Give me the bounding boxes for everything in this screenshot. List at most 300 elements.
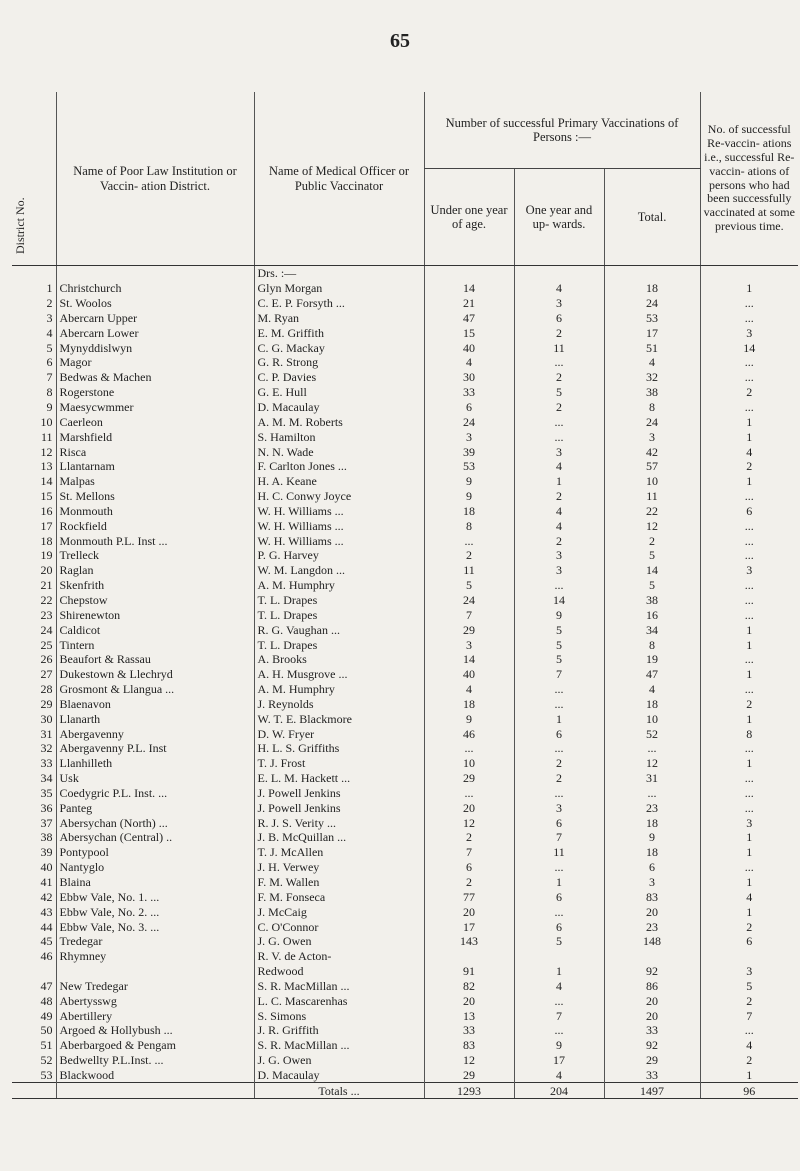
revaccination-count: ...: [700, 578, 798, 593]
under-one-count: [424, 949, 514, 964]
district-no: 5: [46, 340, 53, 355]
revaccination-count: ...: [700, 771, 798, 786]
table-body: [12, 266, 798, 1083]
table-row: [12, 1053, 798, 1068]
institution-name: Abercarn Lower: [56, 325, 254, 340]
one-year-upwards-count: ...: [514, 741, 604, 756]
institution-name: Nantyglo: [56, 860, 254, 875]
one-year-upwards-count: 9: [514, 1038, 604, 1053]
total-count: 24: [604, 296, 700, 311]
medical-officer: D. W. Fryer: [254, 726, 424, 741]
under-one-count: 91: [424, 964, 514, 979]
district-no: 44: [40, 919, 53, 934]
table-row: [12, 800, 798, 815]
medical-officer: R. G. Vaughan ...: [254, 622, 424, 637]
medical-officer: J. B. McQuillan ...: [254, 830, 424, 845]
table-row: [12, 815, 798, 830]
revaccination-count: ...: [700, 741, 798, 756]
one-year-upwards-count: 2: [514, 533, 604, 548]
medical-officer: D. Macaulay: [254, 1068, 424, 1083]
one-year-upwards-count: 3: [514, 296, 604, 311]
institution-name: Abergavenny P.L. Inst: [56, 741, 254, 756]
vaccination-table: [12, 92, 798, 1099]
medical-officer: H. L. S. Griffiths: [254, 741, 424, 756]
district-no: 24: [40, 622, 53, 637]
revaccination-count: 3: [700, 964, 798, 979]
one-year-upwards-count: 2: [514, 370, 604, 385]
revaccination-count: ...: [700, 593, 798, 608]
total-count: 17: [604, 325, 700, 340]
one-year-upwards-count: 4: [514, 459, 604, 474]
totals-under-one: 1293: [424, 1083, 514, 1099]
table-row: [12, 593, 798, 608]
revaccination-count: 3: [700, 815, 798, 830]
table-row: [12, 711, 798, 726]
medical-officer: T. L. Drapes: [254, 637, 424, 652]
medical-officer: A. Brooks: [254, 652, 424, 667]
institution-name: Ebbw Vale, No. 3. ...: [56, 919, 254, 934]
institution-name: St. Mellons: [56, 489, 254, 504]
institution-name: Abersychan (Central) ..: [56, 830, 254, 845]
district-no: 3: [46, 310, 53, 325]
revaccination-count: 2: [700, 459, 798, 474]
district-no: 14: [40, 474, 53, 489]
one-year-upwards-count: 2: [514, 325, 604, 340]
table-row: [12, 325, 798, 340]
total-count: 47: [604, 667, 700, 682]
under-one-count: 4: [424, 355, 514, 370]
under-one-count: 83: [424, 1038, 514, 1053]
institution-name: Malpas: [56, 474, 254, 489]
under-one-count: ...: [424, 786, 514, 801]
institution-name: Raglan: [56, 563, 254, 578]
institution-name: Bedwellty P.L.Inst. ...: [56, 1053, 254, 1068]
one-year-upwards-count: ...: [514, 1023, 604, 1038]
total-count: 5: [604, 578, 700, 593]
one-year-upwards-count: 4: [514, 1068, 604, 1083]
table-row: [12, 1038, 798, 1053]
under-one-count: 12: [424, 1053, 514, 1068]
table-row: [12, 518, 798, 533]
revaccination-count: 1: [700, 845, 798, 860]
table-row: [12, 474, 798, 489]
one-year-upwards-count: 6: [514, 726, 604, 741]
medical-officer: R. J. S. Verity ...: [254, 815, 424, 830]
one-year-upwards-count: 11: [514, 340, 604, 355]
one-year-upwards-count: 4: [514, 979, 604, 994]
under-one-count: 2: [424, 830, 514, 845]
total-count: 10: [604, 711, 700, 726]
under-one-count: 29: [424, 622, 514, 637]
revaccination-count: ...: [700, 652, 798, 667]
district-no: 8: [46, 385, 53, 400]
table-row: [12, 875, 798, 890]
revaccination-count: 1: [700, 637, 798, 652]
district-no: [12, 964, 56, 979]
one-year-upwards-count: 2: [514, 400, 604, 415]
institution-name: Magor: [56, 355, 254, 370]
district-no: 37: [40, 815, 53, 830]
revaccination-count: ...: [700, 296, 798, 311]
medical-officer: D. Macaulay: [254, 400, 424, 415]
one-year-upwards-count: 2: [514, 756, 604, 771]
total-count: 53: [604, 311, 700, 326]
institution-name: Grosmont & Llangua ...: [56, 682, 254, 697]
one-year-upwards-count: 3: [514, 800, 604, 815]
district-no: 51: [40, 1038, 53, 1053]
district-no: 52: [40, 1053, 53, 1068]
total-count: 20: [604, 993, 700, 1008]
institution-name: Pontypool: [56, 845, 254, 860]
total-count: 86: [604, 979, 700, 994]
institution-name: Blaenavon: [56, 696, 254, 711]
table-row: [12, 340, 798, 355]
medical-officer: M. Ryan: [254, 311, 424, 326]
under-one-count: 39: [424, 444, 514, 459]
institution-name: Christchurch: [56, 281, 254, 296]
medical-officer: C. P. Davies: [254, 370, 424, 385]
table-row: [12, 904, 798, 919]
medical-officer: S. Hamilton: [254, 429, 424, 444]
under-one-count: ...: [424, 533, 514, 548]
institution-name: Monmouth: [56, 504, 254, 519]
district-no: 7: [46, 370, 53, 385]
page-number: 65: [390, 30, 410, 52]
under-one-count: 18: [424, 504, 514, 519]
revaccination-count: 4: [700, 1038, 798, 1053]
under-one-header: Under one year of age.: [424, 169, 514, 266]
medical-officer: S. R. MacMillan ...: [254, 1038, 424, 1053]
total-count: 33: [604, 1068, 700, 1083]
revaccination-count: 4: [700, 889, 798, 904]
total-count: 16: [604, 607, 700, 622]
revaccinations-header: No. of successful Re-vaccin- ations i.e., successful Re-vaccin- ations of persons who had been successfully vaccinated at some previous time.: [700, 92, 798, 266]
district-no: 19: [40, 548, 53, 563]
table-row: [12, 786, 798, 801]
institution-name: Panteg: [56, 800, 254, 815]
revaccination-count: 1: [700, 281, 798, 296]
district-no: 53: [40, 1067, 53, 1082]
medical-officer: A. H. Musgrove ...: [254, 667, 424, 682]
under-one-count: 3: [424, 637, 514, 652]
medical-officer: W. H. Williams ...: [254, 518, 424, 533]
total-count: 20: [604, 1008, 700, 1023]
table-row: [12, 741, 798, 756]
under-one-count: 30: [424, 370, 514, 385]
one-year-upwards-count: 1: [514, 711, 604, 726]
institution-name: [56, 964, 254, 979]
institution-name: Caldicot: [56, 622, 254, 637]
institution-name: Abercarn Upper: [56, 311, 254, 326]
one-year-upwards-count: 6: [514, 815, 604, 830]
revaccination-count: ...: [700, 489, 798, 504]
medical-officer: F. M. Wallen: [254, 875, 424, 890]
total-count: [604, 949, 700, 964]
table-row: [12, 548, 798, 563]
institution-name: Llantarnam: [56, 459, 254, 474]
total-count: 38: [604, 385, 700, 400]
institution-name: Shirenewton: [56, 607, 254, 622]
medical-officer: J. G. Owen: [254, 1053, 424, 1068]
under-one-count: 11: [424, 563, 514, 578]
medical-officer: C. E. P. Forsyth ...: [254, 296, 424, 311]
one-year-upwards-count: ...: [514, 786, 604, 801]
under-one-count: 24: [424, 414, 514, 429]
total-count: 34: [604, 622, 700, 637]
one-year-upwards-count: 9: [514, 607, 604, 622]
revaccination-count: ...: [700, 860, 798, 875]
institution-name: Beaufort & Rassau: [56, 652, 254, 667]
under-one-count: 82: [424, 979, 514, 994]
institution-name: Dukestown & Llechryd: [56, 667, 254, 682]
district-no: 10: [40, 414, 53, 429]
table-row: [12, 860, 798, 875]
total-count: 22: [604, 504, 700, 519]
revaccination-count: ...: [700, 355, 798, 370]
under-one-count: 29: [424, 771, 514, 786]
revaccination-count: 1: [700, 622, 798, 637]
medical-officer: T. J. McAllen: [254, 845, 424, 860]
institution-name: Chepstow: [56, 593, 254, 608]
medical-officer: G. R. Strong: [254, 355, 424, 370]
total-count: 4: [604, 682, 700, 697]
revaccination-count: ...: [700, 548, 798, 563]
under-one-count: ...: [424, 741, 514, 756]
one-year-upwards-count: [514, 949, 604, 964]
table-row: [12, 296, 798, 311]
under-one-count: 33: [424, 1023, 514, 1038]
table-row: [12, 771, 798, 786]
district-no: 48: [40, 993, 53, 1008]
medical-officer: T. L. Drapes: [254, 607, 424, 622]
medical-officer: A. M. M. Roberts: [254, 414, 424, 429]
revaccination-count: ...: [700, 533, 798, 548]
district-no: 34: [40, 771, 53, 786]
district-no: 35: [40, 785, 53, 800]
district-no: 26: [40, 652, 53, 667]
one-year-upwards-count: 4: [514, 281, 604, 296]
under-one-count: 10: [424, 756, 514, 771]
total-count: 12: [604, 518, 700, 533]
one-year-upwards-count: 6: [514, 311, 604, 326]
medical-officer: W. H. Williams ...: [254, 504, 424, 519]
medical-officer: P. G. Harvey: [254, 548, 424, 563]
total-count: 5: [604, 548, 700, 563]
table-row: [12, 1008, 798, 1023]
one-year-upwards-count: 1: [514, 875, 604, 890]
total-count: 4: [604, 355, 700, 370]
district-no: 29: [40, 696, 53, 711]
under-one-count: 24: [424, 593, 514, 608]
under-one-count: 9: [424, 489, 514, 504]
medical-officer: J. Reynolds: [254, 696, 424, 711]
medical-officer: T. J. Frost: [254, 756, 424, 771]
table-row: [12, 563, 798, 578]
total-count: 51: [604, 340, 700, 355]
one-year-upwards-count: ...: [514, 682, 604, 697]
table-row: [12, 622, 798, 637]
district-no: 42: [40, 889, 53, 904]
one-year-upwards-count: 6: [514, 889, 604, 904]
district-no: 50: [40, 1023, 53, 1038]
revaccination-count: 2: [700, 696, 798, 711]
total-count: 18: [604, 845, 700, 860]
district-no: 27: [40, 667, 53, 682]
medical-officer: C. G. Mackay: [254, 340, 424, 355]
table-row: [12, 355, 798, 370]
table-row: [12, 489, 798, 504]
totals-row: [12, 1083, 798, 1099]
under-one-count: 40: [424, 340, 514, 355]
institution-name: Argoed & Hollybush ...: [56, 1023, 254, 1038]
district-no: 9: [46, 400, 53, 415]
institution-name: Caerleon: [56, 414, 254, 429]
totals-total: 1497: [604, 1083, 700, 1099]
revaccination-count: 6: [700, 504, 798, 519]
one-year-upwards-count: 5: [514, 637, 604, 652]
institution-name: Maesycwmmer: [56, 400, 254, 415]
one-year-upwards-count: 4: [514, 518, 604, 533]
total-count: 10: [604, 474, 700, 489]
under-one-count: 77: [424, 889, 514, 904]
under-one-count: 5: [424, 578, 514, 593]
total-count: 92: [604, 964, 700, 979]
under-one-count: 7: [424, 607, 514, 622]
one-year-upwards-count: ...: [514, 414, 604, 429]
table-row: [12, 637, 798, 652]
district-no: 15: [40, 489, 53, 504]
total-count: 11: [604, 489, 700, 504]
one-year-upwards-count: 5: [514, 934, 604, 949]
medical-officer: J. H. Verwey: [254, 860, 424, 875]
one-year-upwards-count: 1: [514, 964, 604, 979]
table-row: [12, 652, 798, 667]
district-no: 31: [40, 726, 53, 741]
table-row: [12, 607, 798, 622]
one-year-upwards-count: ...: [514, 429, 604, 444]
institution-name: Blaina: [56, 875, 254, 890]
district-no: 4: [46, 325, 53, 340]
table-row: [12, 889, 798, 904]
under-one-count: 21: [424, 296, 514, 311]
revaccination-count: ...: [700, 370, 798, 385]
medical-officer: W. H. Williams ...: [254, 533, 424, 548]
institution-name: Tredegar: [56, 934, 254, 949]
district-no: 23: [40, 607, 53, 622]
one-year-upwards-count: ...: [514, 696, 604, 711]
under-one-count: 3: [424, 429, 514, 444]
medical-officer: J. Powell Jenkins: [254, 800, 424, 815]
institution-name: Abertillery: [56, 1008, 254, 1023]
medical-officer: Redwood: [254, 964, 424, 979]
institution-name: Bedwas & Machen: [56, 370, 254, 385]
table-row: [12, 578, 798, 593]
under-one-count: 6: [424, 860, 514, 875]
revaccination-count: ...: [700, 800, 798, 815]
one-year-upwards-count: ...: [514, 578, 604, 593]
total-count: ...: [604, 741, 700, 756]
institution-name: Blackwood: [56, 1068, 254, 1083]
one-year-upwards-count: 17: [514, 1053, 604, 1068]
totals-revaccinations: 96: [700, 1083, 798, 1099]
institution-name: Monmouth P.L. Inst ...: [56, 533, 254, 548]
table-row: [12, 429, 798, 444]
one-year-upwards-count: 2: [514, 489, 604, 504]
district-no: 17: [40, 518, 53, 533]
district-no: 1: [46, 281, 53, 296]
under-one-count: 47: [424, 311, 514, 326]
under-one-count: 13: [424, 1008, 514, 1023]
revaccination-count: 1: [700, 875, 798, 890]
under-one-count: 20: [424, 904, 514, 919]
under-one-count: 9: [424, 711, 514, 726]
district-no: 25: [40, 637, 53, 652]
district-no: 30: [40, 711, 53, 726]
medical-officer: T. L. Drapes: [254, 593, 424, 608]
under-one-count: 20: [424, 800, 514, 815]
institution-name: New Tredegar: [56, 979, 254, 994]
total-count: 52: [604, 726, 700, 741]
table-row: [12, 1023, 798, 1038]
one-year-upwards-count: 5: [514, 652, 604, 667]
total-count: 3: [604, 429, 700, 444]
institution-name: Ebbw Vale, No. 2. ...: [56, 904, 254, 919]
revaccination-count: ...: [700, 786, 798, 801]
institution-name: Llanarth: [56, 711, 254, 726]
district-no: 39: [40, 845, 53, 860]
total-count: 29: [604, 1053, 700, 1068]
table-row: [12, 400, 798, 415]
district-no: 33: [40, 756, 53, 771]
one-year-upwards-count: 3: [514, 548, 604, 563]
total-count: 32: [604, 370, 700, 385]
total-count: 3: [604, 875, 700, 890]
institution-header: Name of Poor Law Institution or Vaccin- ation District.: [56, 92, 254, 266]
district-no: 21: [40, 578, 53, 593]
institution-name: Mynyddislwyn: [56, 340, 254, 355]
district-no: 6: [46, 355, 53, 370]
table-row: [12, 830, 798, 845]
revaccination-count: 1: [700, 904, 798, 919]
total-count: 2: [604, 533, 700, 548]
doctors-label: Drs. :—: [254, 266, 424, 281]
under-one-count: 6: [424, 400, 514, 415]
district-no-label: District No.: [13, 196, 27, 254]
table-row: [12, 919, 798, 934]
total-count: 24: [604, 414, 700, 429]
revaccination-count: 2: [700, 919, 798, 934]
revaccination-count: 1: [700, 667, 798, 682]
revaccination-count: 3: [700, 325, 798, 340]
table-row: [12, 370, 798, 385]
officer-header: Name of Medical Officer or Public Vaccinator: [254, 92, 424, 266]
revaccination-count: 5: [700, 979, 798, 994]
under-one-count: 15: [424, 325, 514, 340]
under-one-count: 7: [424, 845, 514, 860]
total-count: 42: [604, 444, 700, 459]
total-count: 8: [604, 400, 700, 415]
revaccination-count: 7: [700, 1008, 798, 1023]
district-no: 40: [40, 860, 53, 875]
district-no: 20: [40, 563, 53, 578]
total-count: 38: [604, 593, 700, 608]
revaccination-count: 1: [700, 429, 798, 444]
one-year-upwards-header: One year and up- wards.: [514, 169, 604, 266]
one-year-upwards-count: 2: [514, 771, 604, 786]
revaccination-count: 1: [700, 414, 798, 429]
institution-name: Abersychan (North) ...: [56, 815, 254, 830]
total-count: 148: [604, 934, 700, 949]
